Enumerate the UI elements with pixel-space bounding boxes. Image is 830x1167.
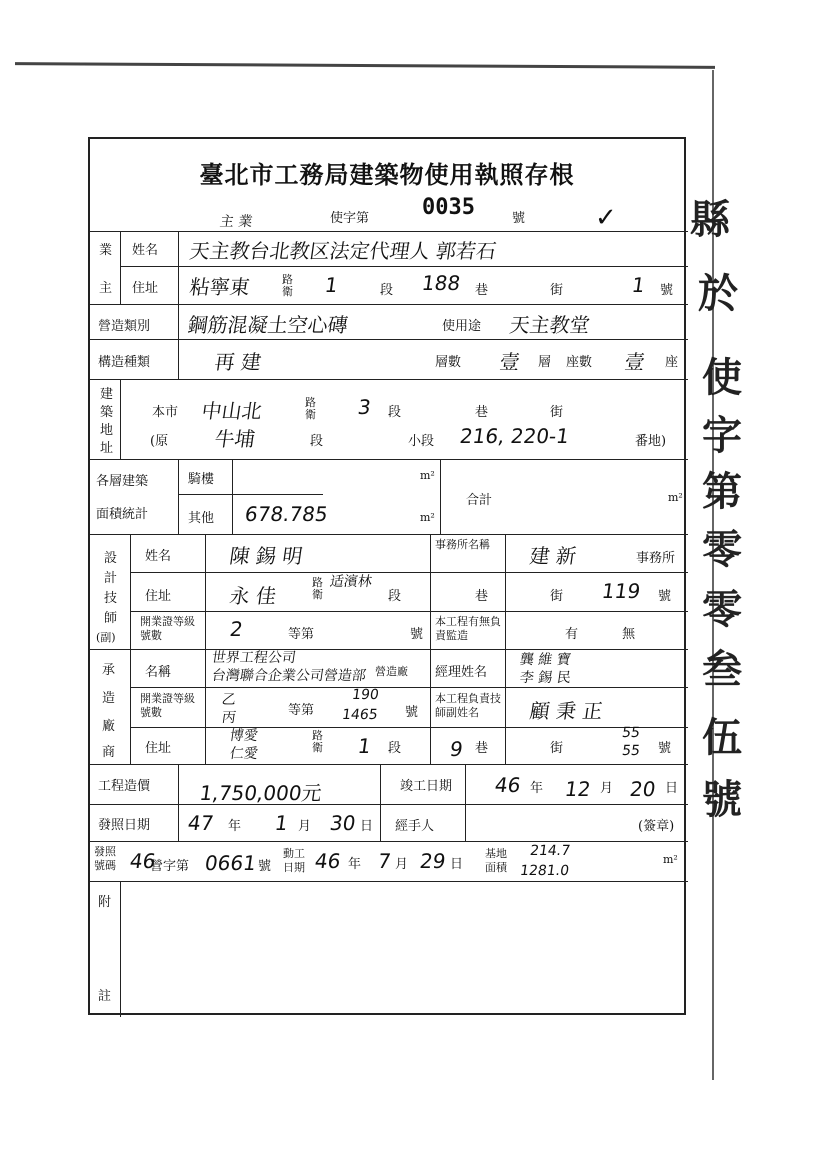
row-line xyxy=(90,804,688,805)
designer-no-label: 號 xyxy=(658,589,672,604)
row-line xyxy=(178,494,323,495)
remarks-label: 註 xyxy=(98,989,112,1004)
designer-label: (副) xyxy=(96,631,116,644)
col-line xyxy=(380,764,381,841)
row-line xyxy=(90,231,688,232)
site-label: 址 xyxy=(100,441,114,456)
col-line xyxy=(430,534,431,764)
row-line xyxy=(120,266,688,267)
designer-road-label: 路 衛 xyxy=(312,576,323,601)
issue-month: 1 xyxy=(273,811,290,835)
owner-road-label: 路 衛 xyxy=(282,273,293,298)
contractor-no-value-1: 55 xyxy=(620,725,641,741)
contractor-no-label: 號 xyxy=(658,741,672,756)
contractor-name-label: 名稱 xyxy=(145,665,172,680)
side-stamp-char: 零 xyxy=(702,586,742,633)
side-stamp-char: 叁 xyxy=(702,646,742,693)
contractor-address-value-1: 博愛 xyxy=(228,728,259,744)
contractor-name-value-1: 世界工程公司 xyxy=(210,650,297,666)
row-line xyxy=(90,534,688,535)
issue-label: 發照日期 xyxy=(98,818,151,833)
permit-prefix: 營字第 xyxy=(150,859,190,874)
arcade-unit: m² xyxy=(420,469,435,482)
site-city-label: 本市 xyxy=(152,405,179,420)
construction-type-label: 營造類別 xyxy=(98,319,151,334)
manager-label: 經理姓名 xyxy=(435,665,488,680)
contractor-cert-mid: 等第 xyxy=(288,703,315,718)
contractor-name-value-2: 台灣聯合企業公司營造部 xyxy=(210,668,367,684)
license-suffix: 號 xyxy=(512,211,526,226)
col-line xyxy=(440,459,441,534)
use-value: 天主教堂 xyxy=(508,313,592,337)
contractor-lane-value: 9 xyxy=(448,737,465,761)
permit-label: 發照號碼 xyxy=(94,845,116,872)
col-line xyxy=(465,764,466,841)
cost-label: 工程造價 xyxy=(98,779,151,794)
site-road-label: 路 衛 xyxy=(305,396,316,421)
license-number: 0035 xyxy=(422,195,475,220)
contractor-section-value: 1 xyxy=(356,734,373,758)
col-line xyxy=(205,534,206,764)
contractor-cert-no-label: 號 xyxy=(405,705,419,720)
completion-month: 12 xyxy=(563,777,593,801)
owner-lane-label: 巷 xyxy=(475,283,489,298)
col-line xyxy=(232,459,233,534)
contractor-label: 造 xyxy=(102,691,116,706)
site-lane-label: 巷 xyxy=(475,405,489,420)
designer-road-value: 适濱林 xyxy=(328,574,373,590)
contractor-cert-no-2: 1465 xyxy=(340,707,379,723)
start-month: 7 xyxy=(376,849,393,873)
site-label: 築 xyxy=(100,405,114,420)
designer-address-value: 永 佳 xyxy=(228,584,278,608)
license-form xyxy=(88,137,686,1015)
designer-street-label: 街 xyxy=(550,589,564,604)
owner-section-label: 主 xyxy=(99,281,113,296)
completion-label: 竣工日期 xyxy=(400,779,453,794)
contractor-no-value-2: 55 xyxy=(620,743,641,759)
site-orig-label: (原 xyxy=(150,434,169,449)
start-month-label: 月 xyxy=(395,857,409,872)
total-unit: m² xyxy=(668,491,683,504)
remarks-label: 附 xyxy=(98,895,112,910)
floors-value: 壹 xyxy=(498,350,522,374)
form-title: 臺北市工務局建築物使用執照存根 xyxy=(199,160,575,189)
contractor-cert-level-2: 丙 xyxy=(220,710,237,726)
side-stamp-char: 字 xyxy=(702,412,742,459)
completion-year-label: 年 xyxy=(530,781,544,796)
contractor-name-suffix: 營造廠 xyxy=(375,665,408,678)
count-value: 壹 xyxy=(623,350,647,374)
area-label: 基地面積 xyxy=(485,847,507,874)
count-unit: 座 xyxy=(665,355,679,370)
side-stamp-char: 於 xyxy=(698,270,738,317)
tech-label: 本工程負責技師副姓名 xyxy=(435,692,501,719)
row-line xyxy=(90,304,688,305)
contractor-street-label: 街 xyxy=(550,741,564,756)
owner-name-label: 姓名 xyxy=(132,243,159,258)
side-stamp-char: 第 xyxy=(702,468,742,515)
contractor-section-label: 段 xyxy=(388,741,402,756)
site-section-value: 3 xyxy=(356,395,373,419)
contractor-label: 承 xyxy=(102,663,116,678)
row-line xyxy=(90,649,688,650)
designer-cert-label: 開業證等級號數 xyxy=(140,615,195,642)
area-value: 214.7 xyxy=(528,843,572,859)
row-line xyxy=(90,881,688,882)
owner-no-label: 號 xyxy=(660,283,674,298)
row-line xyxy=(90,459,688,460)
count-label: 座數 xyxy=(566,355,593,370)
designer-label: 計 xyxy=(104,571,118,586)
office-label: 事務所名稱 xyxy=(435,538,490,551)
start-label: 動工日期 xyxy=(283,847,305,874)
supervise-value: 有 無 xyxy=(565,627,636,642)
designer-name-label: 姓名 xyxy=(145,549,172,564)
permit-no-label: 號 xyxy=(258,859,272,874)
designer-no-value: 119 xyxy=(600,579,642,603)
other-label: 其他 xyxy=(188,511,215,526)
permit-unit: m² xyxy=(663,853,678,866)
floor-area-label: 面積統計 xyxy=(96,507,149,522)
manager-value-1: 龔 維 寶 xyxy=(518,652,572,668)
side-stamp-char: 使 xyxy=(702,354,742,401)
start-year: 46 xyxy=(313,849,343,873)
col-line xyxy=(120,881,121,1017)
floor-area-label: 各層建築 xyxy=(96,474,149,489)
col-line xyxy=(178,304,179,379)
designer-label: 技 xyxy=(104,591,118,606)
designer-cert-level: 2 xyxy=(228,617,245,641)
site-label: 地 xyxy=(100,423,114,438)
col-line xyxy=(178,231,179,304)
supervise-label: 本工程有無負責監造 xyxy=(435,615,501,642)
floors-label: 層數 xyxy=(435,355,462,370)
side-stamp-char: 號 xyxy=(702,776,742,823)
col-line xyxy=(505,534,506,764)
completion-day-label: 日 xyxy=(665,781,679,796)
side-stamp-char: 伍 xyxy=(702,714,742,761)
site-label: 建 xyxy=(100,387,114,402)
site-section-label: 段 xyxy=(388,405,402,420)
row-line xyxy=(90,764,688,765)
col-line xyxy=(130,534,131,764)
owner-lane: 188 xyxy=(420,271,462,295)
contractor-label: 廠 xyxy=(102,719,116,734)
issue-month-label: 月 xyxy=(298,819,312,834)
issue-day: 30 xyxy=(328,811,358,835)
office-value: 建 新 xyxy=(528,544,578,568)
side-stamp-char: 縣 xyxy=(690,196,730,243)
owner-road: 粘寧東 xyxy=(188,275,252,299)
other-value: 678.785 xyxy=(243,502,330,526)
row-line xyxy=(90,339,688,340)
designer-label: 師 xyxy=(104,611,118,626)
designer-label: 設 xyxy=(104,551,118,566)
col-line xyxy=(120,379,121,459)
site-orig-value: 牛埔 xyxy=(213,427,257,451)
col-line xyxy=(120,231,121,304)
issue-day-label: 日 xyxy=(360,819,374,834)
designer-lane-label: 巷 xyxy=(475,589,489,604)
row-line xyxy=(90,841,688,842)
arcade-label: 騎樓 xyxy=(188,472,215,487)
issue-year-label: 年 xyxy=(228,819,242,834)
owner-street-label: 街 xyxy=(550,283,564,298)
row-line xyxy=(130,687,688,688)
start-year-label: 年 xyxy=(348,857,362,872)
completion-month-label: 月 xyxy=(600,781,614,796)
site-orig-section-label: 段 xyxy=(310,434,324,449)
designer-cert-no-label: 號 xyxy=(410,627,424,642)
start-day-label: 日 xyxy=(450,857,464,872)
construction-type-value: 鋼筋混凝土空心磚 xyxy=(186,313,350,337)
owner-section: 1 xyxy=(323,273,340,297)
checkmark-icon: ✓ xyxy=(595,203,617,233)
site-subsection-label: 小段 xyxy=(408,434,435,449)
contractor-label: 商 xyxy=(102,745,116,760)
designer-section-label: 段 xyxy=(388,589,402,604)
designer-address-label: 住址 xyxy=(145,589,172,604)
owner-name-value: 天主教台北教区法定代理人 郭若石 xyxy=(188,239,498,263)
permit-number: 0661 xyxy=(203,851,258,875)
building-area-value: 1281.0 xyxy=(518,863,571,879)
designer-name-value: 陳 錫 明 xyxy=(228,544,305,568)
row-line xyxy=(130,572,688,573)
issue-year: 47 xyxy=(186,811,216,835)
owner-annotation: 主 業 xyxy=(218,214,254,230)
tech-value: 顧 秉 正 xyxy=(528,699,605,723)
contractor-cert-label: 開業證等級號數 xyxy=(140,692,195,719)
manager-value-2: 李 錫 民 xyxy=(518,670,572,686)
side-stamp-char: 零 xyxy=(702,526,742,573)
site-lot-label: 番地) xyxy=(635,434,667,449)
start-day: 29 xyxy=(418,849,448,873)
contractor-address-label: 住址 xyxy=(145,741,172,756)
row-line xyxy=(130,611,688,612)
office-suffix: 事務所 xyxy=(636,551,676,566)
site-lot-value: 216, 220-1 xyxy=(458,424,571,448)
contractor-cert-no-1: 190 xyxy=(350,687,380,703)
completion-year: 46 xyxy=(493,773,523,797)
contractor-road-label: 路 衛 xyxy=(312,729,323,754)
owner-section-label: 業 xyxy=(99,243,113,258)
owner-no: 1 xyxy=(630,273,647,297)
scan-edge-top xyxy=(15,62,715,69)
site-road-value: 中山北 xyxy=(200,399,264,423)
col-line xyxy=(178,459,179,534)
use-label: 使用途 xyxy=(442,319,482,334)
owner-address-label: 住址 xyxy=(132,281,159,296)
total-label: 合計 xyxy=(466,493,493,508)
row-line xyxy=(130,727,688,728)
other-unit: m² xyxy=(420,511,435,524)
structure-type-value: 再 建 xyxy=(213,350,263,374)
row-line xyxy=(90,379,688,380)
owner-section-unit: 段 xyxy=(380,283,394,298)
handler-label: 經手人 xyxy=(395,819,435,834)
floors-unit: 層 xyxy=(538,355,552,370)
seal-label: (簽章) xyxy=(638,819,675,834)
contractor-cert-level-1: 乙 xyxy=(220,692,237,708)
cost-value: 1,750,000元 xyxy=(198,781,324,805)
permit-year: 46 xyxy=(128,849,158,873)
contractor-address-value-2: 仁愛 xyxy=(228,746,259,762)
license-prefix: 使字第 xyxy=(330,211,370,226)
site-street-label: 街 xyxy=(550,405,564,420)
contractor-lane-label: 巷 xyxy=(475,741,489,756)
designer-cert-mid: 等第 xyxy=(288,627,315,642)
col-line xyxy=(178,764,179,841)
completion-day: 20 xyxy=(628,777,658,801)
structure-type-label: 構造種類 xyxy=(98,355,151,370)
